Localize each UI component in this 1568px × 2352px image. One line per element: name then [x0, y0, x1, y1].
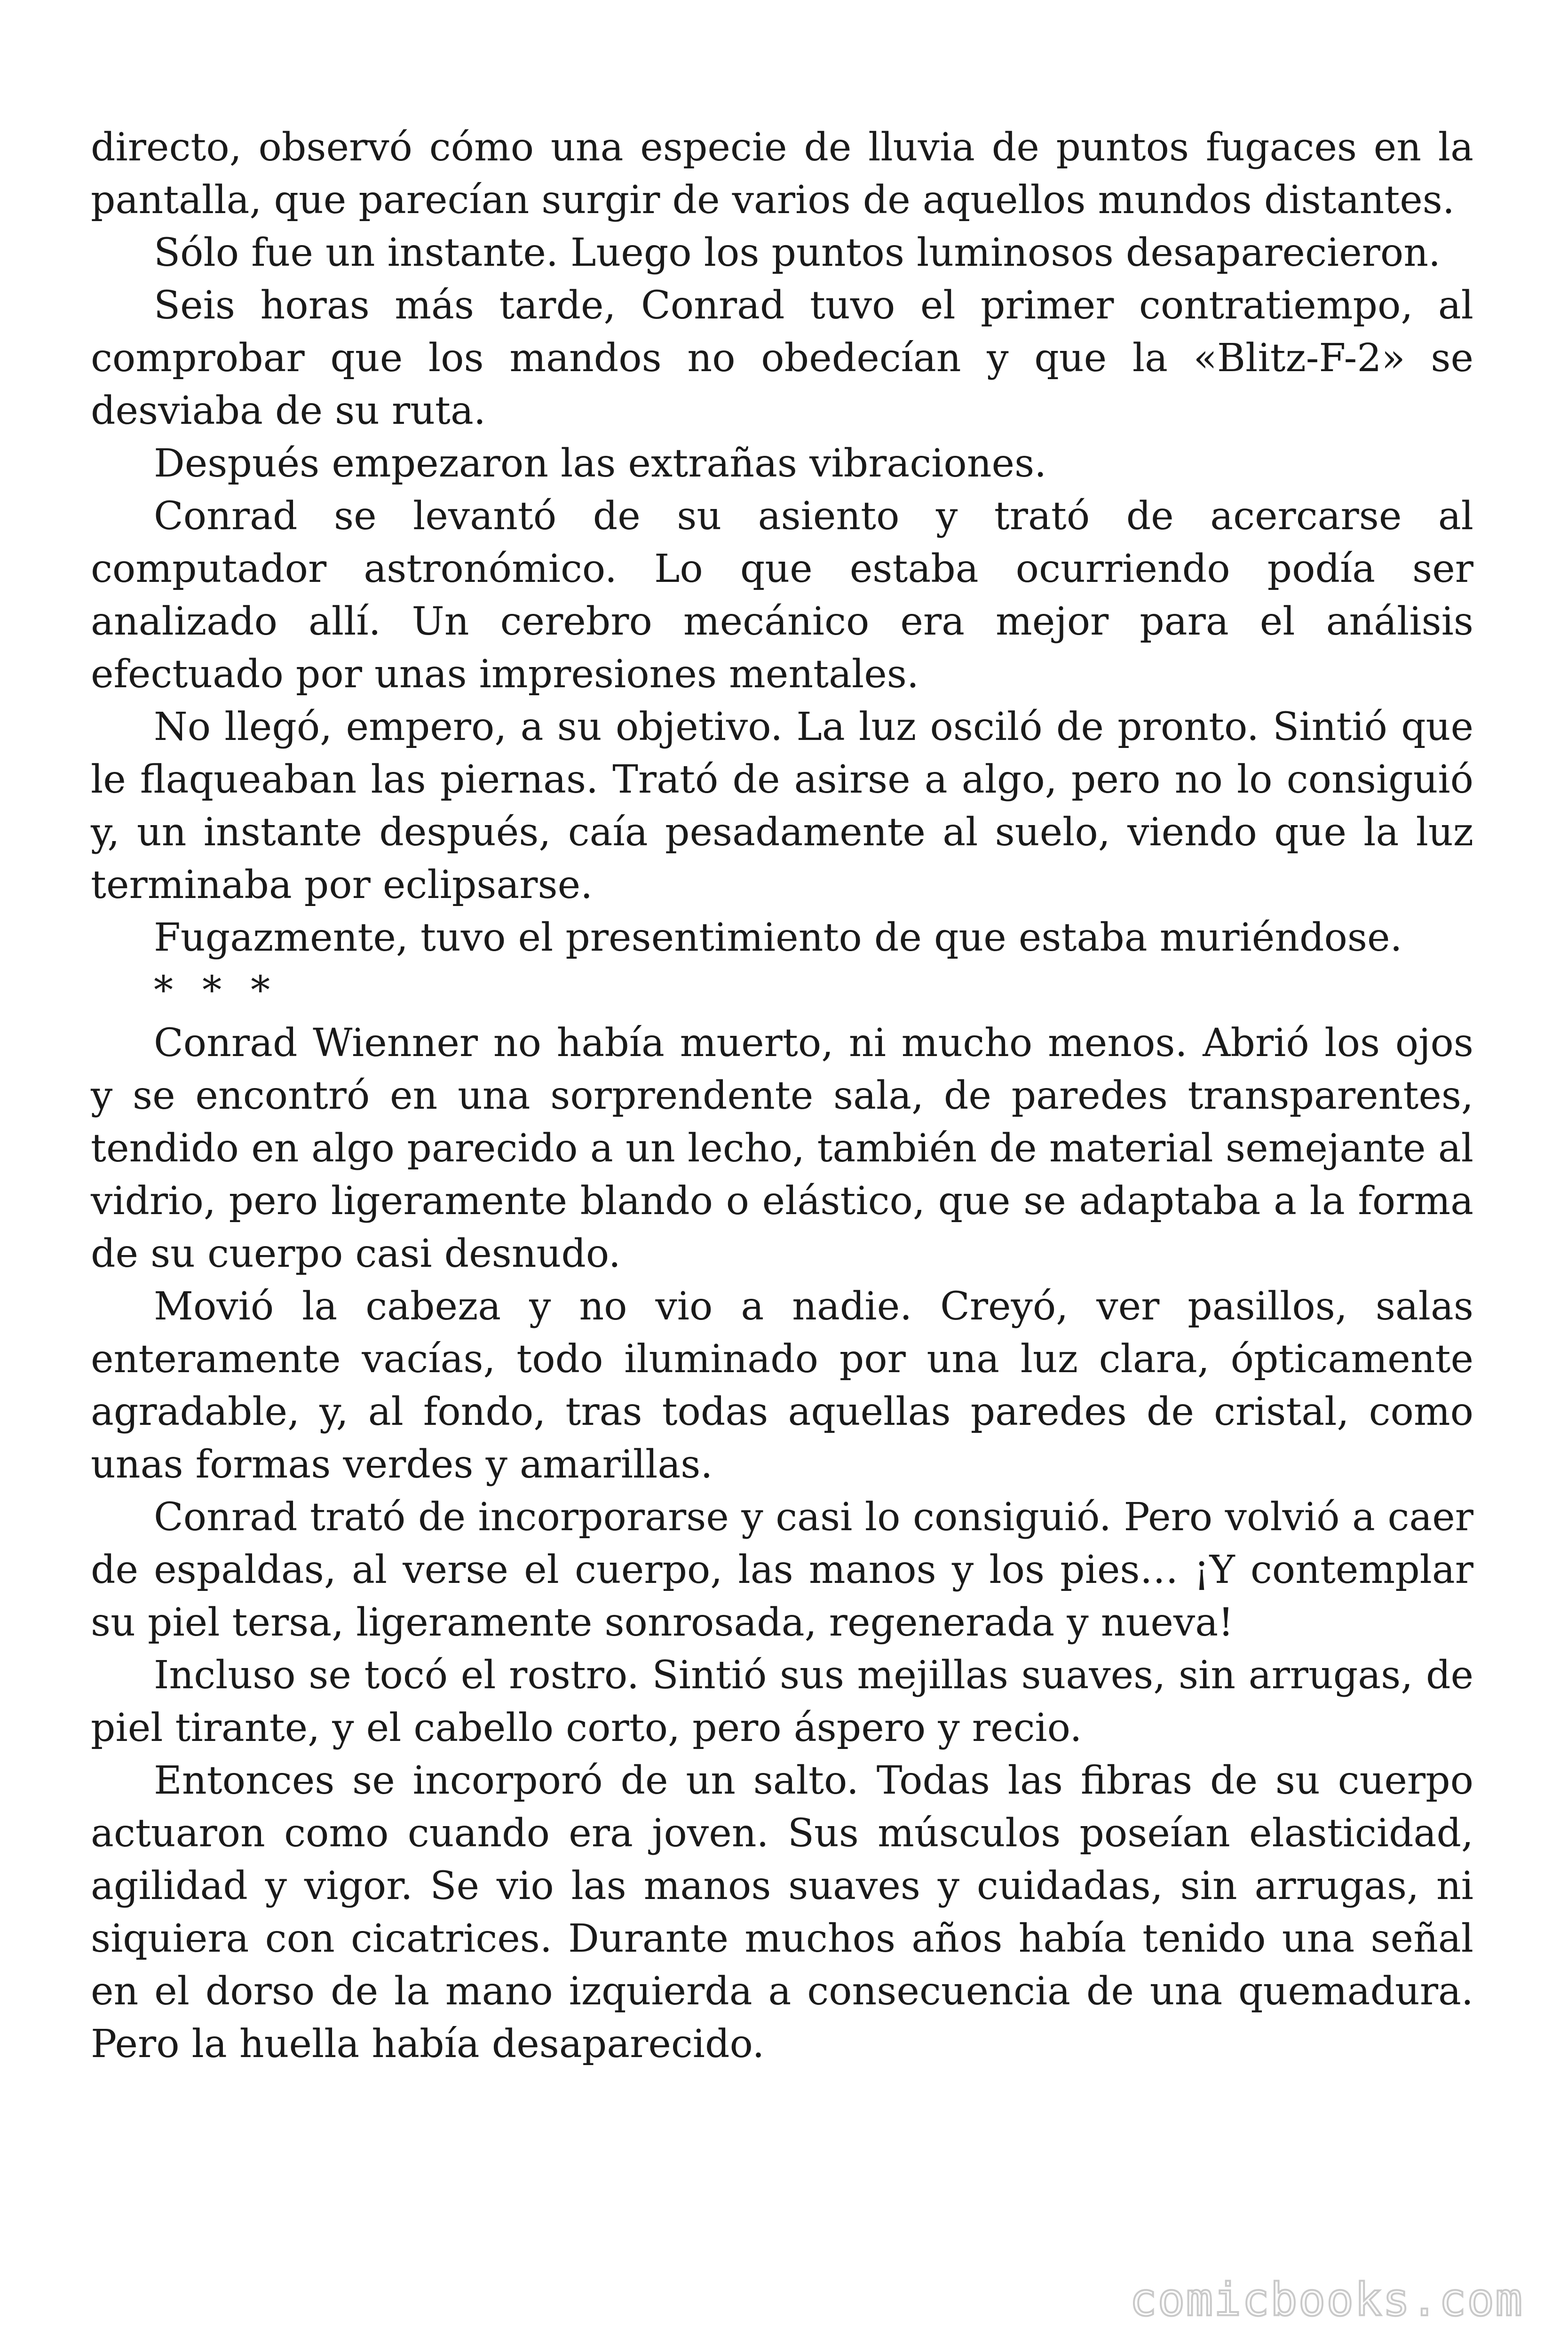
watermark: comicbooks.com [1129, 2273, 1523, 2326]
paragraph: Movió la cabeza y no vio a nadie. Creyó, ver pasillos, salas enteramente vacías, todo iluminado por una luz clara, ópticamente agradable, y, al fondo, tras todas aquellas paredes de cristal, como unas formas verdes y amarillas. [91, 1284, 1473, 1487]
paragraph: Después empezaron las extrañas vibraciones. [154, 441, 1047, 486]
paragraph: directo, observó cómo una especie de lluvia de puntos fugaces en la pantalla, que parecían surgir de varios de aquellos mundos distantes. [91, 125, 1473, 222]
paragraph: Fugazmente, tuvo el presentimiento de que estaba muriéndose. [154, 915, 1402, 960]
page-text [91, 121, 1473, 2071]
paragraph: Conrad Wienner no había muerto, ni mucho menos. Abrió los ojos y se encontró en una sorprendente sala, de paredes transparentes, tendido en algo parecido a un lecho, también de material semejante al vidrio, pero ligeramente blando o elástico, que se adaptaba a la forma de su cuerpo casi desnudo. [91, 1021, 1473, 1276]
paragraph: Entonces se incorporó de un salto. Todas las fibras de su cuerpo actuaron como cuando era joven. Sus músculos poseían elasticidad, agilidad y vigor. Se vio las manos suaves y cuidadas, sin arrugas, ni siquiera con cicatrices. Durante muchos años había tenido una señal en el dorso de la mano izquierda a consecuencia de una quemadura. Pero la huella había desaparecido. [91, 1758, 1473, 2066]
paragraph: Conrad se levantó de su asiento y trató de acercarse al computador astronómico. Lo que estaba ocurriendo podía ser analizado allí. Un cerebro mecánico era mejor para el análisis efectuado por unas impresiones mentales. [91, 494, 1473, 697]
paragraph: Seis horas más tarde, Conrad tuvo el primer contratiempo, al comprobar que los mandos no obedecían y que la «Blitz-F-2» se desviaba de su ruta. [91, 283, 1473, 433]
paragraph: Conrad trató de incorporarse y casi lo consiguió. Pero volvió a caer de espaldas, al verse el cuerpo, las manos y los pies… ¡Y contemplar su piel tersa, ligeramente sonrosada, regenerada y nueva! [91, 1495, 1473, 1645]
paragraph: Incluso se tocó el rostro. Sintió sus mejillas suaves, sin arrugas, de piel tirante, y el cabello corto, pero áspero y recio. [91, 1653, 1473, 1750]
paragraph: No llegó, empero, a su objetivo. La luz osciló de pronto. Sintió que le flaqueaban las piernas. Trató de asirse a algo, pero no lo consiguió y, un instante después, caía pesadamente al suelo, viendo que la luz terminaba por eclipsarse. [91, 705, 1473, 907]
scene-break: * * * [154, 968, 279, 1013]
paragraph: Sólo fue un instante. Luego los puntos luminosos desaparecieron. [154, 230, 1441, 275]
